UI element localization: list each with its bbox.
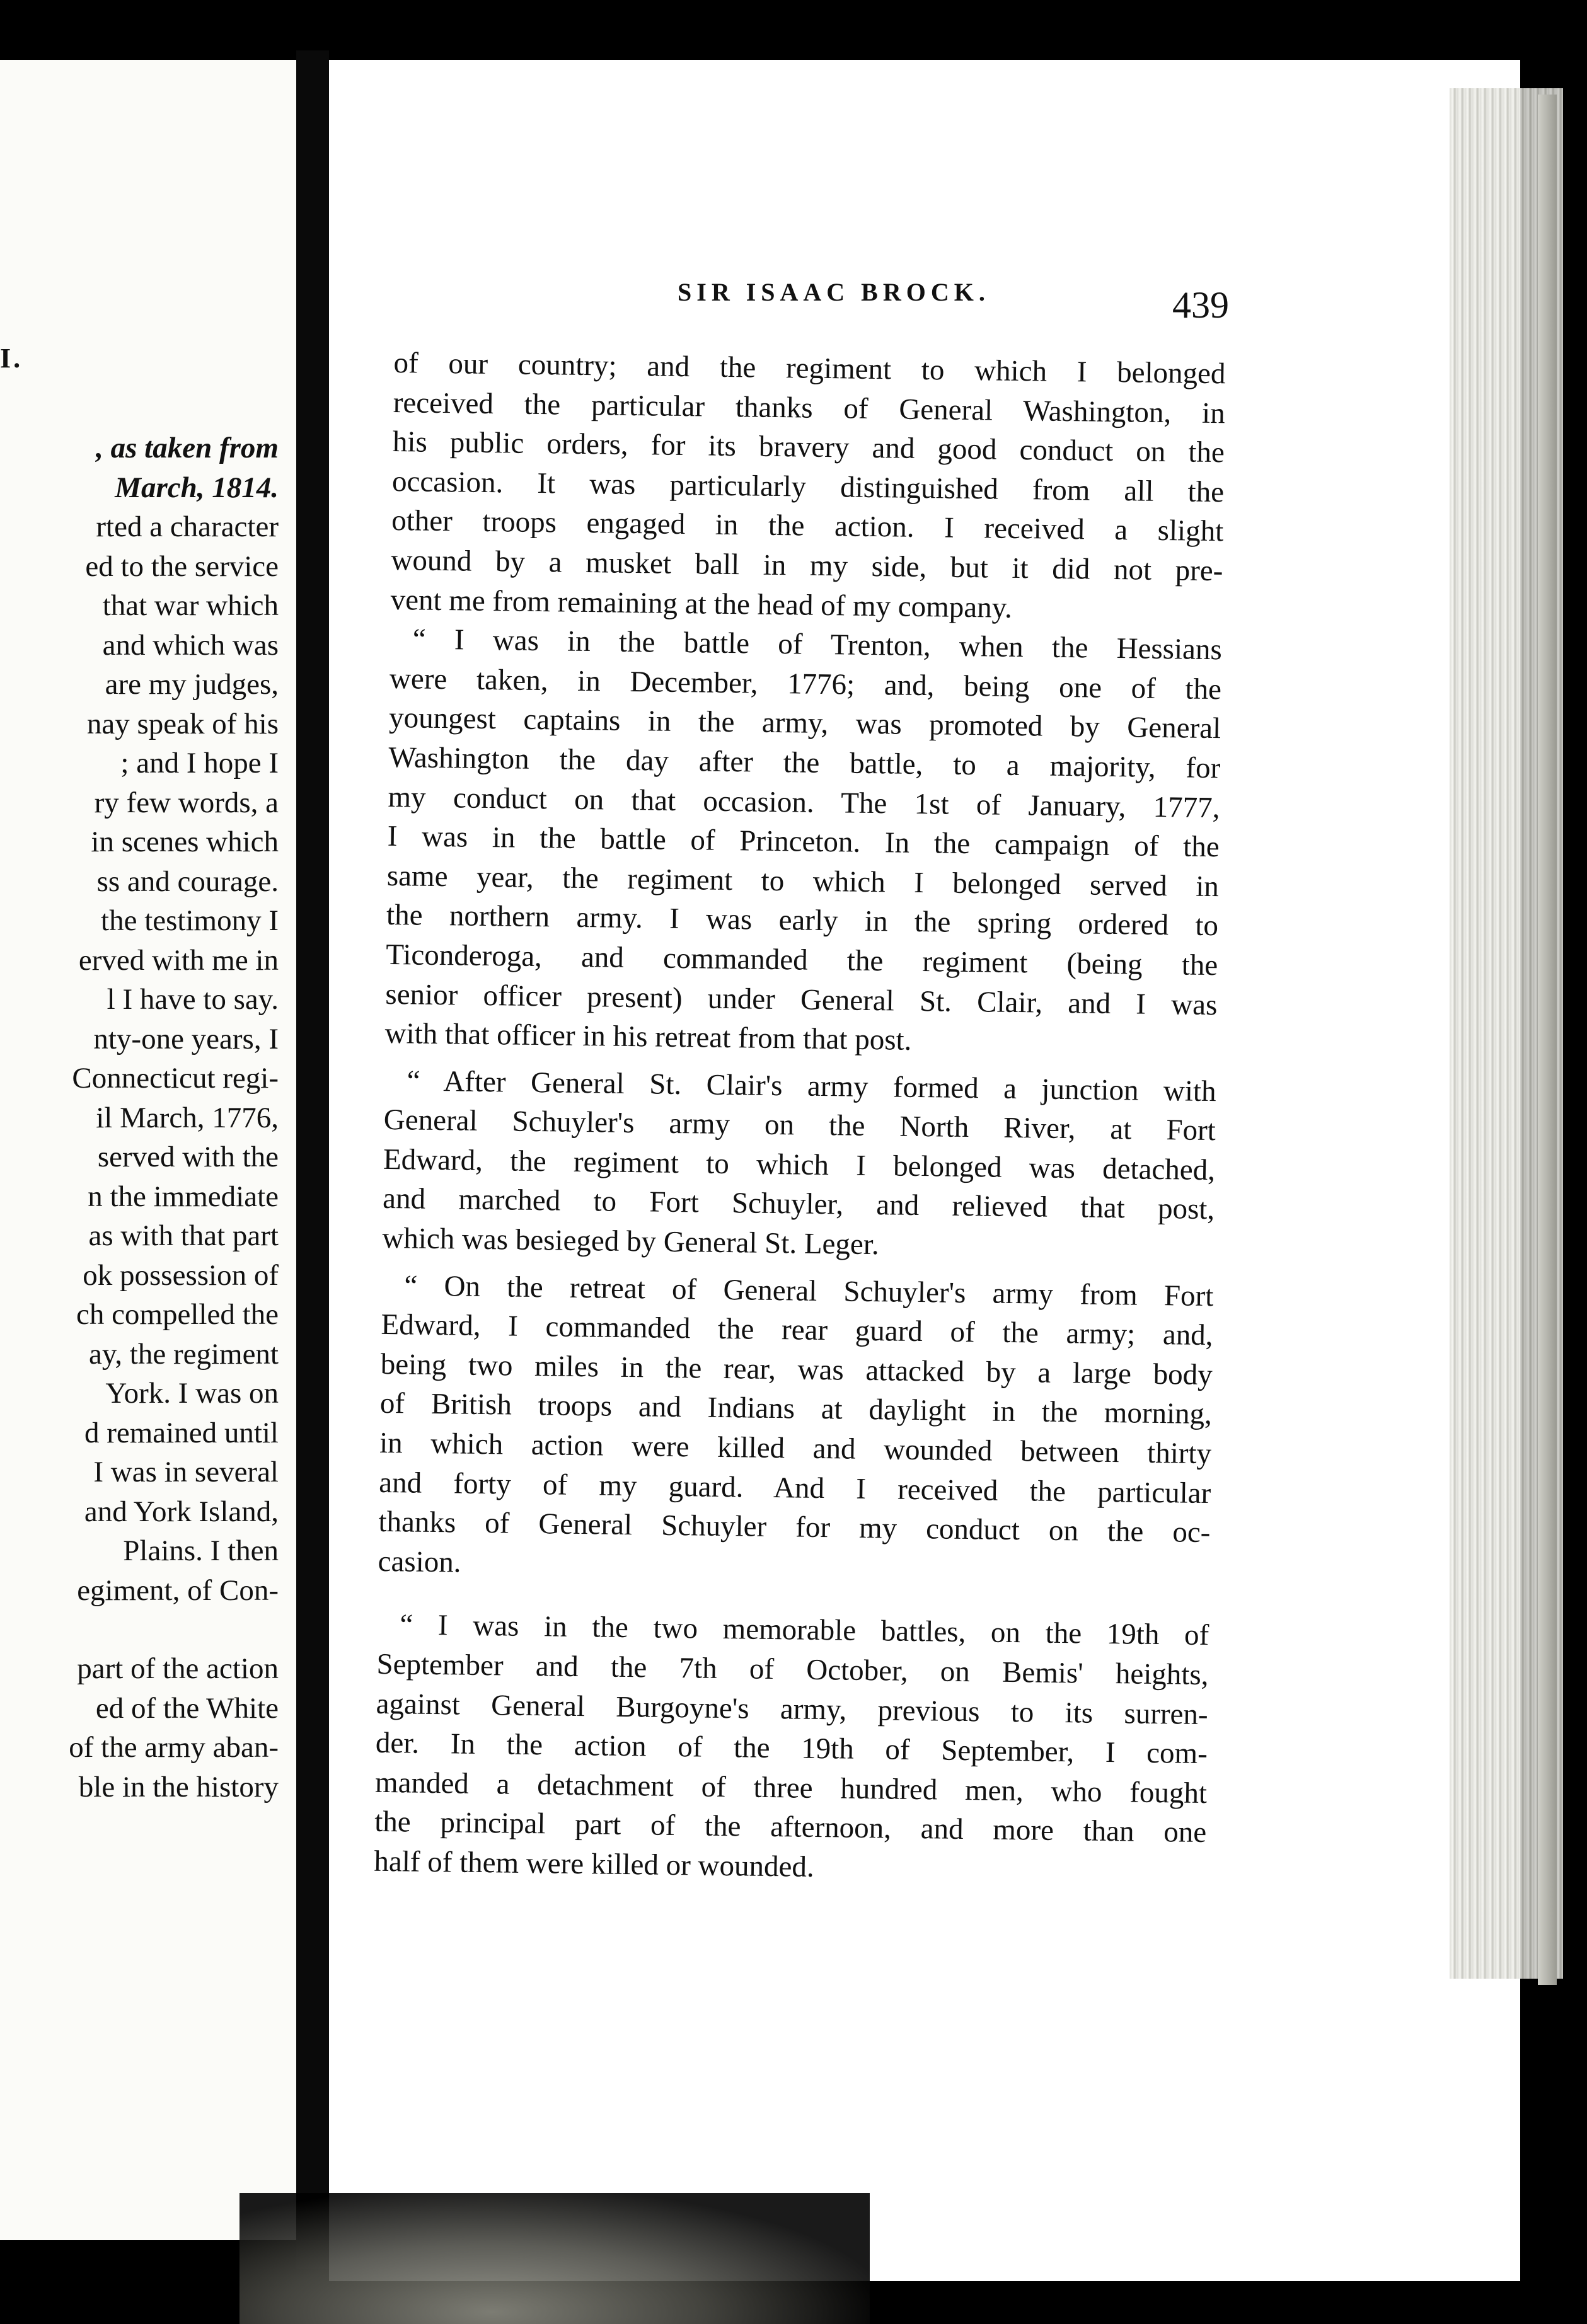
text-line: senior officer present) under General St. Clair, and I was [385,977,1218,1021]
text-line: Edward, the regiment to which I belonged was detached, [383,1142,1216,1187]
text-line: his public orders, for its bravery and good conduct on the [392,425,1225,469]
left-line: served with the [97,1141,279,1173]
left-line: n the immediate [88,1180,279,1213]
left-line: Connecticut regi- [72,1062,279,1095]
text-line: “ I was in the battle of Trenton, when the Hessians [412,623,1223,667]
left-line: nay speak of his [86,707,279,740]
text-line: and forty of my guard. And I received the particular [378,1466,1211,1510]
paragraph [390,343,1226,630]
paragraph [374,1605,1209,1892]
page-body [374,343,1226,1892]
left-line: Plains. I then [123,1534,279,1567]
text-line: September and the 7th of October, on Bemis' heights, [376,1647,1209,1692]
book-gutter [296,50,329,2269]
left-facing-page [0,60,300,2240]
text-line: General Schuyler's army on the North River, at Fort [383,1103,1216,1148]
left-line: egiment, of Con- [77,1573,279,1607]
text-line: youngest captains in the army, was promoted by General [388,701,1221,745]
left-line: of the army aban- [69,1731,279,1764]
page-edge-shadow [1538,95,1557,1985]
left-line: as with that part [88,1219,279,1252]
text-line: “ I was in the two memorable battles, on the 19th of [400,1608,1209,1652]
left-line: , as taken from [96,432,279,464]
text-line: “ After General St. Clair's army formed a junction with [407,1064,1216,1108]
left-line: d remained until [84,1416,279,1449]
left-line: ; and I hope I [120,747,279,779]
text-line: my conduct on that occasion. The 1st of January, 1777, [388,780,1220,824]
left-line: il March, 1776, [96,1101,279,1134]
left-line: rted a character [96,510,279,543]
left-line: that war which [102,589,279,622]
left-line: in scenes which [91,825,279,858]
left-line: erved with me in [78,943,279,977]
text-line: half of them were killed or wounded. [374,1844,815,1884]
paragraph [384,619,1222,1064]
left-line: ed of the White [95,1691,279,1725]
text-line: were taken, in December, 1776; and, being one of the [389,662,1222,706]
left-line: the testimony I [101,904,279,937]
page-number: 439 [1172,284,1229,326]
text-line: manded a detachment of three hundred men, who fought [374,1766,1208,1810]
text-line: against General Burgoyne's army, previous to its surren- [376,1687,1208,1731]
paragraph [382,1061,1216,1269]
left-line: ok possession of [83,1258,279,1292]
text-line: of our country; and the regiment to which I belonged [393,346,1226,391]
text-line: casion. [378,1545,461,1579]
left-line: nty-one years, I [93,1022,279,1056]
text-line: thanks of General Schuyler for my conduct on the oc- [378,1505,1211,1550]
left-line: are my judges, [105,668,279,701]
running-head: SIR ISAAC BROCK. [678,278,990,306]
text-line: Washington the day after the battle, to a majority, for [388,740,1221,785]
left-line: York. I was on [105,1377,279,1410]
left-line: March, 1814. [115,471,279,504]
text-line: I was in the battle of Princeton. In the campaign of the [387,820,1220,864]
left-line: part of the action [77,1652,279,1685]
left-line: ch compelled the [76,1298,279,1331]
scan-debris [239,2193,870,2324]
left-page-text [0,429,279,1807]
text-line: vent me from remaining at the head of my company. [390,583,1013,624]
text-line: “ On the retreat of General Schuyler's army from Fort [404,1269,1214,1313]
text-line: being two miles in the rear, was attacked by a large body [380,1347,1213,1391]
text-line: other troops engaged in the action. I received a slight [391,504,1224,548]
text-line: received the particular thanks of General Washington, in [393,386,1226,430]
text-line: with that officer in his retreat from that post. [384,1017,912,1057]
text-line: of British troops and Indians at daylight in the morning, [379,1387,1213,1431]
text-line: Edward, I commanded the rear guard of the army; and, [381,1308,1213,1352]
left-line: and which was [102,628,279,662]
left-line: ss and courage. [96,865,279,898]
left-line: l I have to say. [107,983,279,1016]
left-running-head: I. [0,343,23,374]
left-line: ed to the service [85,549,279,583]
text-line: der. In the action of the 19th of September, I com- [375,1726,1208,1771]
text-line: the principal part of the afternoon, and more than one [374,1805,1207,1849]
text-line: which was besieged by General St. Leger. [382,1221,879,1262]
left-line: ay, the regiment [88,1337,279,1371]
left-line: ry few words, a [94,786,279,819]
left-line: I was in several [93,1456,279,1488]
left-line: ble in the history [78,1770,279,1803]
paragraph [378,1266,1213,1592]
left-line: and York Island, [84,1495,279,1528]
text-line: and marched to Fort Schuyler, and relieved that post, [382,1182,1215,1226]
text-line: in which action were killed and wounded between thirty [379,1426,1212,1471]
text-line: the northern army. I was early in the spring ordered to [386,899,1219,943]
text-line: wound by a musket ball in my side, but it did not pre- [391,543,1223,588]
left-line [0,1610,279,1649]
text-line: occasion. It was particularly distinguished from all the [391,464,1225,509]
text-line: Ticonderoga, and commanded the regiment (being the [385,938,1218,982]
text-line: same year, the regiment to which I belonged served in [386,859,1220,903]
